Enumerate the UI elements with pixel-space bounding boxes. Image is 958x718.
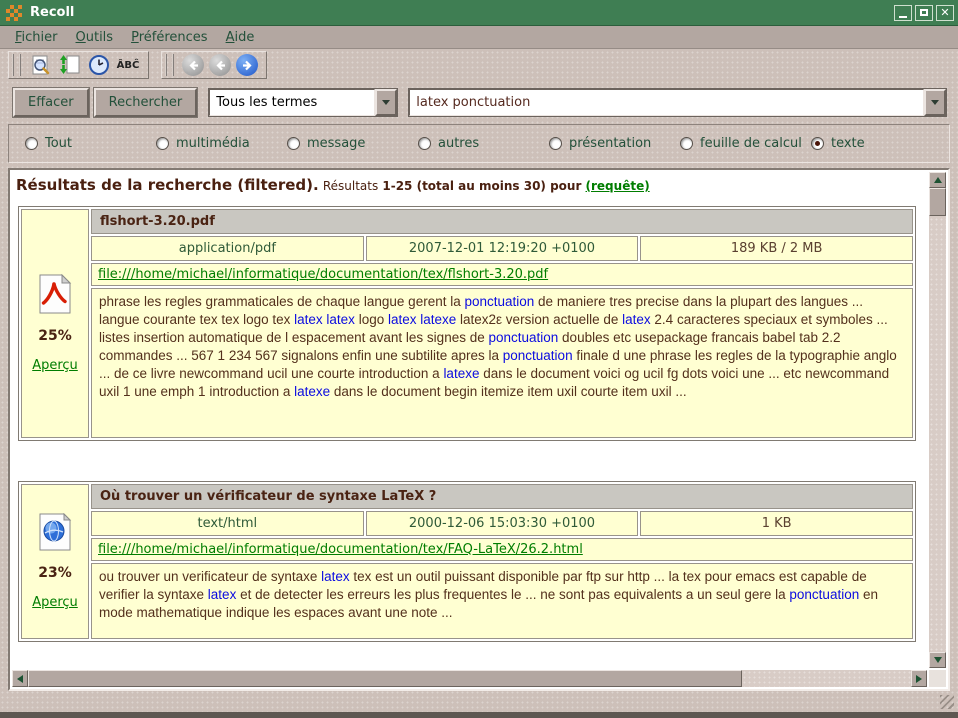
arrow-first-icon: [188, 60, 199, 71]
chevron-down-icon: [931, 100, 939, 105]
result-url-cell: [91, 263, 913, 286]
search-row: [13, 88, 947, 117]
history-button[interactable]: [87, 53, 111, 77]
term-mode-value: Tous les termes: [209, 89, 375, 116]
filter-row: [8, 124, 950, 163]
arrow-up-icon: [934, 177, 942, 183]
toolbar-group-main: [8, 51, 149, 79]
result-date: 2007-12-01 12:19:20 +0100: [366, 236, 639, 261]
preview-link[interactable]: Aperçu: [32, 358, 78, 373]
vertical-scrollbar-trough[interactable]: [929, 216, 946, 652]
scroll-down-button[interactable]: [929, 652, 946, 668]
result-url-link[interactable]: file:///home/michael/informatique/documentation/tex/FAQ-LaTeX/26.2.html: [98, 542, 583, 557]
results-range-prefix: Résultats: [322, 179, 379, 193]
result-mime: text/html: [91, 511, 364, 536]
filter-presentation[interactable]: présentation: [549, 136, 680, 151]
term-mode-dropdown-button[interactable]: [375, 89, 397, 116]
filter-multimedia[interactable]: multimédia: [156, 136, 287, 151]
search-query-combo[interactable]: [408, 88, 947, 117]
query-link[interactable]: (requête): [585, 179, 650, 193]
term-explorer-button[interactable]: [116, 53, 140, 77]
close-icon: ✕: [940, 6, 950, 19]
sort-by-date-button[interactable]: [58, 53, 82, 77]
result-side-panel: [21, 484, 89, 639]
titlebar[interactable]: [0, 0, 958, 26]
results-header: [16, 176, 942, 194]
abc-spell-icon: ÂBĈ: [116, 59, 140, 71]
query-history-dropdown-button[interactable]: [924, 89, 946, 116]
arrow-down-icon: [934, 657, 942, 663]
filter-message[interactable]: message: [287, 136, 418, 151]
horizontal-scrollbar-trough[interactable]: [742, 670, 911, 687]
radio-icon[interactable]: [418, 137, 431, 150]
horizontal-scrollbar[interactable]: [12, 670, 927, 687]
filter-feuille-de-calcul[interactable]: feuille de calcul: [680, 136, 811, 151]
result-snippet-cell: [91, 563, 913, 639]
relevance-percent: 25%: [38, 328, 72, 344]
search-input[interactable]: latex ponctuation: [409, 89, 924, 116]
results-range: 1-25 (total au moins 30) pour: [382, 179, 582, 193]
radio-icon[interactable]: [287, 137, 300, 150]
arrow-left-icon: [17, 675, 23, 683]
arrow-right-icon: [916, 675, 922, 683]
filter-autres[interactable]: autres: [418, 136, 549, 151]
radio-icon[interactable]: [680, 137, 693, 150]
result-snippet: phrase les regles grammaticales de chaque langue gerent la ponctuation de maniere tres precise dans la plupart des langues ... langue courante tex tex logo tex latex latex logo latex latexe latex2ε version actuelle de latex 2.4 caracteres speciaux et symboles ... listes insertion automatique de l espacement avant les signes de ponctuation doubles etc usepackage francais babel tab 2.2 commandes ... 567 1 234 567 signalons enfin une subtilite apres la ponctuation finale d une phrase les regles de la typographie anglo ... de ce livre newcommand ucil une courte introduction a latexe dans le document voici og ucil fg dots voici une ... etc newcommand uxil 1 une emph 1 introduction a latexe dans le document begin itemize item uxil courte item uxil ...: [99, 294, 897, 399]
scrollbar-corner: [929, 670, 946, 687]
window-bottom-edge: [0, 712, 958, 718]
maximize-icon: [920, 9, 928, 16]
radio-icon[interactable]: [549, 137, 562, 150]
results-area: [8, 168, 950, 691]
prev-page-button[interactable]: [209, 54, 231, 76]
result-item-2: [18, 481, 916, 642]
next-page-button[interactable]: [236, 54, 258, 76]
toolbar: [0, 48, 958, 86]
minimize-icon: [899, 16, 907, 18]
arrow-left-icon: [215, 60, 226, 71]
menubar: [0, 26, 958, 49]
doc-magnifier-icon: [30, 54, 52, 76]
result-item-1: [18, 206, 916, 441]
term-mode-select[interactable]: [208, 88, 398, 117]
radio-icon[interactable]: [811, 137, 824, 150]
resize-grip[interactable]: [940, 695, 954, 709]
horizontal-scrollbar-thumb[interactable]: [28, 670, 742, 687]
window-title: Recoll: [30, 5, 75, 20]
toolbar-handle-nav[interactable]: [165, 54, 174, 76]
clear-button[interactable]: Effacer: [13, 88, 89, 117]
preview-link[interactable]: Aperçu: [32, 595, 78, 610]
toolbar-group-nav: [161, 51, 267, 79]
chevron-down-icon: [382, 100, 390, 105]
vertical-scrollbar-thumb[interactable]: [929, 188, 946, 216]
toolbar-handle[interactable]: [12, 54, 21, 76]
result-date: 2000-12-06 15:03:30 +0100: [366, 511, 639, 536]
menu-fichier[interactable]: Fichier: [15, 29, 58, 45]
scroll-right-button[interactable]: [911, 670, 927, 687]
radio-icon[interactable]: [156, 137, 169, 150]
result-side-panel: [21, 209, 89, 438]
results-title: Résultats de la recherche (filtered).: [16, 176, 319, 194]
maximize-button[interactable]: [915, 5, 933, 21]
filter-texte[interactable]: texte: [811, 136, 865, 151]
result-size: 189 KB / 2 MB: [640, 236, 913, 261]
filter-tout[interactable]: Tout: [25, 136, 156, 151]
result-snippet-cell: [91, 288, 913, 438]
scroll-left-button[interactable]: [12, 670, 28, 687]
result-url-link[interactable]: file:///home/michael/informatique/documentation/tex/flshort-3.20.pdf: [98, 267, 549, 282]
pdf-file-icon: [38, 274, 72, 314]
first-page-button[interactable]: [182, 54, 204, 76]
query-detail-button[interactable]: [29, 53, 53, 77]
doc-sort-arrows-icon: [59, 54, 81, 76]
close-button[interactable]: [936, 5, 954, 21]
arrow-right-icon: [242, 60, 253, 71]
result-url-cell: [91, 538, 913, 561]
minimize-button[interactable]: [894, 5, 912, 21]
menu-preferences[interactable]: Préférences: [131, 29, 208, 45]
result-size: 1 KB: [640, 511, 913, 536]
radio-icon[interactable]: [25, 137, 38, 150]
search-button[interactable]: Rechercher: [94, 88, 198, 117]
scroll-up-button[interactable]: [929, 172, 946, 188]
result-mime: application/pdf: [91, 236, 364, 261]
relevance-percent: 23%: [38, 565, 72, 581]
html-file-icon: [38, 513, 72, 551]
clock-icon: [88, 54, 110, 76]
result-title: flshort-3.20.pdf: [91, 209, 913, 234]
status-bar: [0, 691, 958, 712]
recoll-app-icon: [6, 5, 22, 21]
vertical-scrollbar[interactable]: [929, 172, 946, 668]
result-snippet: ou trouver un verificateur de syntaxe latex tex est un outil puissant disponible par ftp sur http ... la tex pour emacs est capable de verifier la syntaxe latex et de detecter les erreurs les plus frequentes le ... ne sont pas equivalents a un seul gere la ponctuation en mode mathematique indique les espaces avant une note ...: [99, 569, 878, 620]
result-title: Où trouver un vérificateur de syntaxe LaTeX ?: [91, 484, 913, 509]
menu-aide[interactable]: Aide: [225, 29, 255, 45]
menu-outils[interactable]: Outils: [75, 29, 114, 45]
